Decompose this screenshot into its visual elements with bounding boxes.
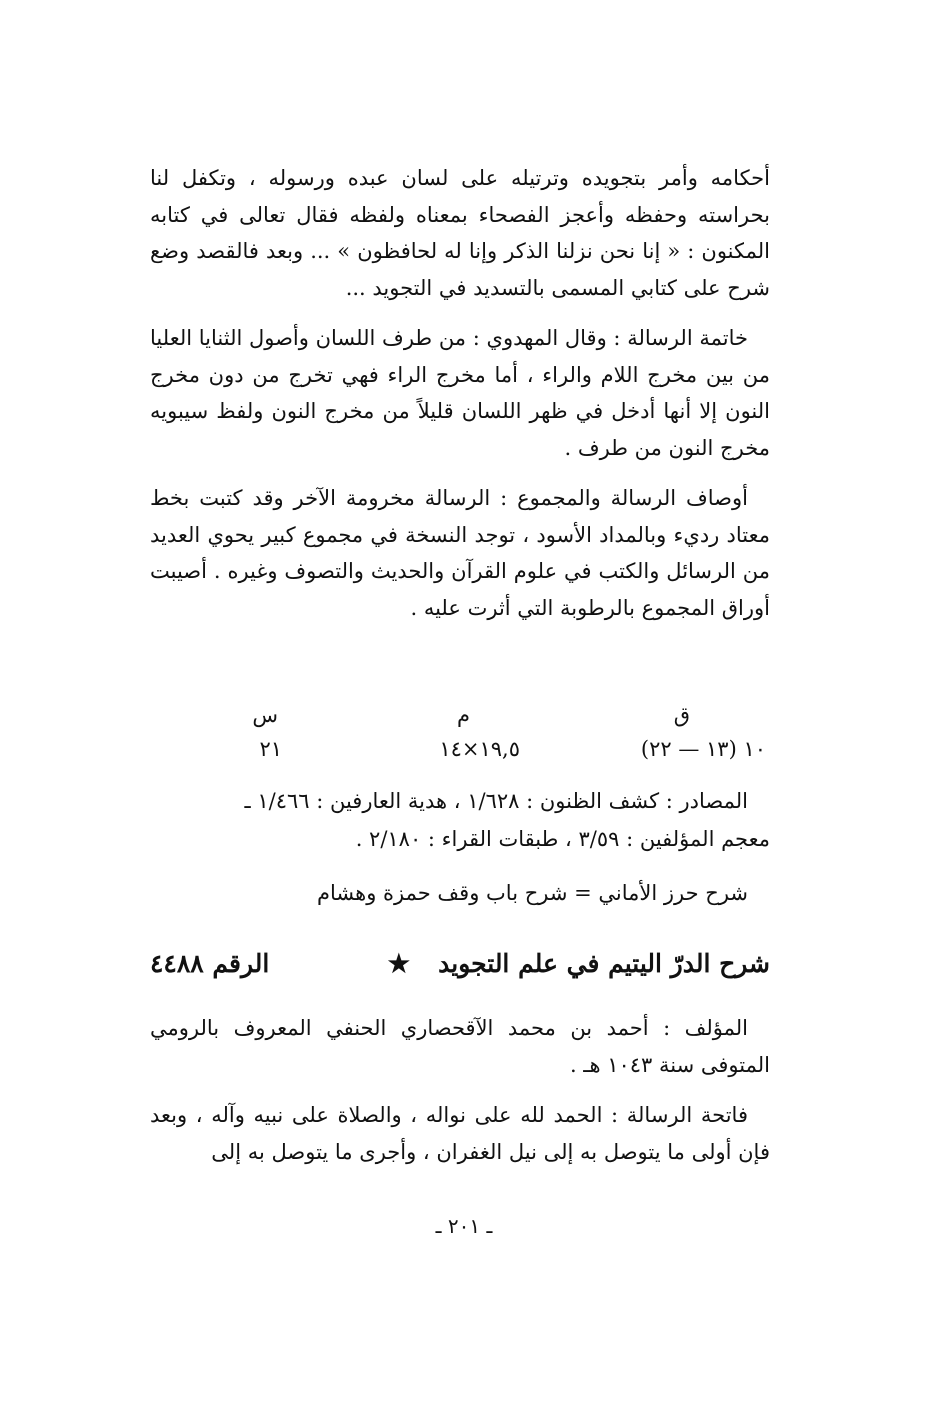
heading-title: شرح الدرّ اليتيم في علم التجويد [438, 949, 770, 978]
table-header-m: م [456, 703, 470, 727]
intro-paragraph: أحكامه وأمر بتجويده وترتيله على لسان عبده ورسوله ، وتكفل لنا بحراسته وحفظه وأعجز الفصحاء بمعناه ولفظه فقال تعالى في كتابه المكنون : « إنا نحن نزلنا الذكر وإنا له لحافظون » ... وبعد فالقصد وضع شرح على كتابي المسمى بالتسديد في التجويد ... [150, 166, 770, 300]
author-paragraph: المؤلف : أحمد بن محمد الآقحصاري الحنفي المعروف بالرومي المتوفى سنة ١٠٤٣ هـ . [150, 1016, 770, 1077]
opening-paragraph: فاتحة الرسالة : الحمد لله على نواله ، والصلاة على نبيه وآله ، وبعد فإن أولى ما يتوصل به إلى نيل الغفران ، وأجرى ما يتوصل به إلى [150, 1103, 770, 1164]
page-number: ـ ٢٠١ ـ [435, 1214, 493, 1238]
sources-text-2: معجم المؤلفين : ٣/٥٩ ، طبقات القراء : ٢/١٨٠ . [355, 827, 770, 851]
table-header-q: ق [673, 703, 690, 727]
sources-text-1: المصادر : كشف الظنون : ١/٦٢٨ ، هدية العارفين : ١/٤٦٦ ـ [244, 789, 748, 813]
top-text-block [150, 160, 770, 626]
description-paragraph: أوصاف الرسالة والمجموع : الرسالة مخرومة الآخر وقد كتبت بخط معتاد رديء وبالمداد الأسود ، توجد النسخة في مجموع كبير يحوي العديد من الرسائل والكتب في علوم القرآن والحديث والتصوف وغيره . أصيبت أوراق المجموع بالرطوبة التي أثرت عليه . [150, 486, 770, 620]
table-header-s: س [252, 703, 278, 727]
bottom-text-block [150, 1010, 770, 1170]
star-icon: ★ [387, 949, 410, 978]
heading-number: الرقم ٤٤٨٨ [150, 949, 270, 978]
table-value-m: ١٩,٥×١٤ [439, 737, 520, 761]
table-value-q: ١٠ (١٣ — ٢٢) [640, 737, 766, 761]
table-value-s: ٢١ [259, 737, 282, 761]
see-also-text: شرح حرز الأماني = شرح باب وقف حمزة وهشام [317, 881, 748, 905]
closing-paragraph: خاتمة الرسالة : وقال المهدوي : من طرف اللسان وأصول الثنايا العليا من بين مخرج اللام والراء ، أما مخرج الراء فهي تخرج من دون مخرج النون إلا أنها أدخل في ظهر اللسان قليلاً من مخرج النون ولفظ سيبويه مخرج النون من طرف . [150, 326, 770, 460]
